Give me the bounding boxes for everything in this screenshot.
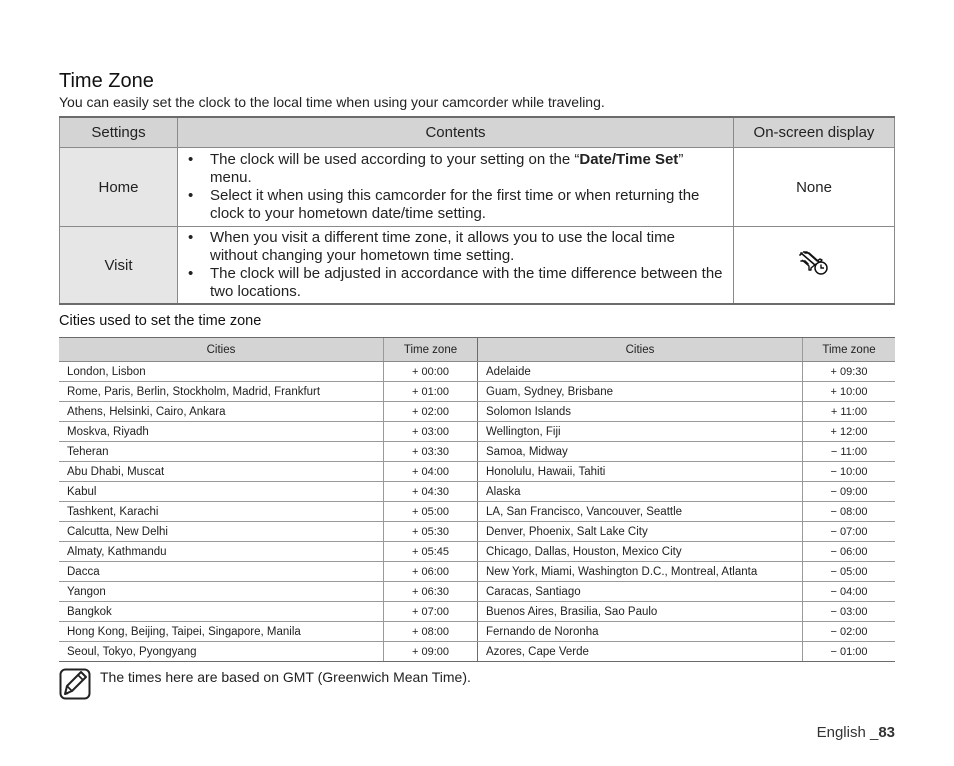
timezone-cell: − 08:00 — [803, 502, 896, 522]
city-cell: Wellington, Fiji — [478, 422, 803, 442]
timezone-cell: + 04:00 — [384, 462, 478, 482]
city-cell: Almaty, Kathmandu — [59, 542, 384, 562]
visit-bullet-1-text: When you visit a different time zone, it allows you to use the local time without changing your hometown time setting. — [210, 229, 675, 264]
city-cell: LA, San Francisco, Vancouver, Seattle — [478, 502, 803, 522]
table-row — [59, 522, 477, 542]
table-row — [59, 502, 477, 522]
city-cell: Tashkent, Karachi — [59, 502, 384, 522]
timezone-cell: − 06:00 — [803, 542, 896, 562]
timezone-cell: + 04:30 — [384, 482, 478, 502]
city-cell: Teheran — [59, 442, 384, 462]
header-settings: Settings — [60, 117, 178, 148]
timezone-cell: + 11:00 — [803, 402, 896, 422]
timezone-cell: − 01:00 — [803, 642, 896, 662]
header-contents: Contents — [178, 117, 734, 148]
timezone-cell: + 00:00 — [384, 362, 478, 382]
header-timezone-right: Time zone — [803, 338, 896, 362]
header-cities-left: Cities — [59, 338, 384, 362]
settings-table — [59, 116, 895, 305]
timezone-cell: + 05:45 — [384, 542, 478, 562]
timezone-cell: + 05:00 — [384, 502, 478, 522]
home-bullet-1-pre: The clock will be used according to your setting on the “ — [210, 151, 580, 168]
city-cell: Samoa, Midway — [478, 442, 803, 462]
city-cell: Denver, Phoenix, Salt Lake City — [478, 522, 803, 542]
table-row — [478, 422, 896, 442]
footer-language: English _ — [816, 724, 879, 741]
table-row — [59, 642, 477, 662]
home-bullet-2-text: Select it when using this camcorder for the first time or when returning the clock to your hometown date/time setting. — [210, 187, 700, 222]
note-pencil-icon — [59, 668, 91, 700]
timezone-cell: − 10:00 — [803, 462, 896, 482]
note-text: The times here are based on GMT (Greenwich Mean Time). — [100, 669, 471, 685]
visit-bullet-2-text: The clock will be adjusted in accordance with the time difference between the two locations. — [210, 265, 723, 300]
city-cell: Hong Kong, Beijing, Taipei, Singapore, Manila — [59, 622, 384, 642]
city-cell: Kabul — [59, 482, 384, 502]
header-cities-right: Cities — [478, 338, 803, 362]
timezone-cell: + 02:00 — [384, 402, 478, 422]
city-cell: Fernando de Noronha — [478, 622, 803, 642]
setting-visit-contents — [178, 227, 734, 305]
timezone-cell: + 09:30 — [803, 362, 896, 382]
plane-clock-icon — [799, 250, 829, 276]
city-cell: Rome, Paris, Berlin, Stockholm, Madrid, Frankfurt — [59, 382, 384, 402]
timezone-cell: + 07:00 — [384, 602, 478, 622]
table-row — [478, 382, 896, 402]
city-cell: Yangon — [59, 582, 384, 602]
timezone-cell: + 06:30 — [384, 582, 478, 602]
city-cell: Azores, Cape Verde — [478, 642, 803, 662]
table-row — [478, 362, 896, 382]
city-cell: Abu Dhabi, Muscat — [59, 462, 384, 482]
table-row — [478, 622, 896, 642]
header-display: On-screen display — [734, 117, 895, 148]
setting-visit-display — [734, 227, 895, 305]
table-row — [478, 542, 896, 562]
settings-header-row — [60, 117, 895, 148]
cities-table-right — [477, 337, 895, 662]
city-cell: Adelaide — [478, 362, 803, 382]
home-bullet-1-post: ” menu. — [210, 151, 684, 186]
table-row — [478, 562, 896, 582]
page-number: 83 — [878, 724, 895, 741]
intro-text: You can easily set the clock to the local time when using your camcorder while traveling. — [59, 94, 605, 110]
city-cell: Buenos Aires, Brasilia, Sao Paulo — [478, 602, 803, 622]
table-row — [59, 462, 477, 482]
home-bullet-1-menu-name: Date/Time Set — [579, 151, 679, 168]
table-row — [478, 582, 896, 602]
page-title: Time Zone — [59, 70, 154, 92]
timezone-cell: + 12:00 — [803, 422, 896, 442]
timezone-cell: − 04:00 — [803, 582, 896, 602]
cities-table-left — [59, 337, 477, 662]
city-cell: Chicago, Dallas, Houston, Mexico City — [478, 542, 803, 562]
visit-bullet-1: • When you visit a different time zone, it allows you to use the local time without changing your hometown time setting. — [186, 229, 725, 265]
timezone-cell: + 06:00 — [384, 562, 478, 582]
table-row — [59, 442, 477, 462]
table-row — [59, 482, 477, 502]
timezone-cell: + 03:00 — [384, 422, 478, 442]
settings-row-visit — [60, 227, 895, 305]
timezone-cell: − 03:00 — [803, 602, 896, 622]
timezone-cell: + 08:00 — [384, 622, 478, 642]
header-timezone-left: Time zone — [384, 338, 478, 362]
table-row — [59, 602, 477, 622]
table-row — [478, 482, 896, 502]
cities-left-header — [59, 338, 477, 362]
city-cell: Calcutta, New Delhi — [59, 522, 384, 542]
city-cell: Seoul, Tokyo, Pyongyang — [59, 642, 384, 662]
timezone-cell: + 01:00 — [384, 382, 478, 402]
timezone-cell: − 09:00 — [803, 482, 896, 502]
table-row — [59, 542, 477, 562]
cities-heading: Cities used to set the time zone — [59, 313, 262, 329]
city-cell: London, Lisbon — [59, 362, 384, 382]
setting-home-contents — [178, 148, 734, 227]
city-cell: Solomon Islands — [478, 402, 803, 422]
table-row — [478, 502, 896, 522]
table-row — [478, 402, 896, 422]
city-cell: Honolulu, Hawaii, Tahiti — [478, 462, 803, 482]
note-box — [59, 668, 471, 700]
timezone-cell: − 05:00 — [803, 562, 896, 582]
timezone-cell: − 11:00 — [803, 442, 896, 462]
table-row — [59, 362, 477, 382]
visit-bullet-2: • The clock will be adjusted in accordance with the time difference between the two locations. — [186, 265, 725, 301]
timezone-cell: + 10:00 — [803, 382, 896, 402]
timezone-cell: + 03:30 — [384, 442, 478, 462]
home-bullet-1: • The clock will be used according to your setting on the “Date/Time Set” menu. — [188, 151, 684, 186]
timezone-cell: − 07:00 — [803, 522, 896, 542]
city-cell: Dacca — [59, 562, 384, 582]
city-cell: Guam, Sydney, Brisbane — [478, 382, 803, 402]
city-cell: New York, Miami, Washington D.C., Montreal, Atlanta — [478, 562, 803, 582]
setting-visit-label: Visit — [60, 227, 178, 305]
city-cell: Athens, Helsinki, Cairo, Ankara — [59, 402, 384, 422]
table-row — [59, 402, 477, 422]
table-row — [478, 462, 896, 482]
timezone-cell: − 02:00 — [803, 622, 896, 642]
table-row — [59, 382, 477, 402]
setting-home-label: Home — [60, 148, 178, 227]
page-footer — [817, 724, 895, 741]
table-row — [478, 602, 896, 622]
timezone-cell: + 05:30 — [384, 522, 478, 542]
city-cell: Alaska — [478, 482, 803, 502]
table-row — [59, 582, 477, 602]
table-row — [478, 442, 896, 462]
city-cell: Bangkok — [59, 602, 384, 622]
table-row — [59, 562, 477, 582]
setting-home-display: None — [734, 148, 895, 227]
city-cell: Moskva, Riyadh — [59, 422, 384, 442]
timezone-cell: + 09:00 — [384, 642, 478, 662]
table-row — [59, 422, 477, 442]
cities-right-header — [478, 338, 896, 362]
table-row — [59, 622, 477, 642]
settings-row-home — [60, 148, 895, 227]
table-row — [478, 642, 896, 662]
home-bullet-2: • Select it when using this camcorder for the first time or when returning the clock to your hometown date/time setting. — [186, 187, 725, 223]
city-cell: Caracas, Santiago — [478, 582, 803, 602]
table-row — [478, 522, 896, 542]
